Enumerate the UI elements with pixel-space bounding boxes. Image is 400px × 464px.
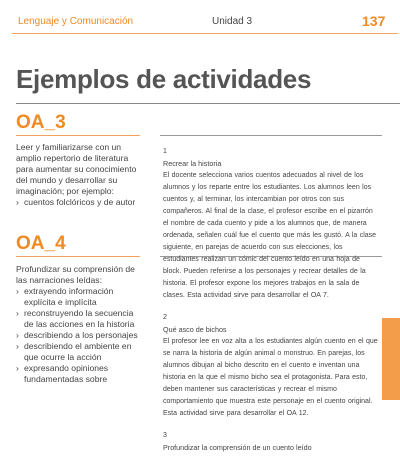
activity-body: El docente selecciona varios cuentos adecuados al nivel de los alumnos y los reparte entre los estudiantes. Los alumnos leen los cuentos y, al terminar, los intercambian por otros con sus compañeros. Al final de la clase, el profesor escribe en el pizarrón el nombre de cada cuento y pide a los alumnos que, de manera ordenada, señalen cuál fue el cuento que más les gustó. A la clase siguiente, en parejas de acuerdo con sus elecciones, los estudiantes realizan un cómic del cuento leído en una hoja de block. Pueden referirse a los personajes y recrear detalles de la historia. El profesor expone los mejores trabajos en la sala de clases. Esta actividad sirve para desarrollar el OA 7. (163, 172, 377, 299)
title-divider (16, 103, 400, 104)
objective-description-oa-3 (16, 142, 144, 208)
page-title: Ejemplos de actividades (16, 64, 312, 94)
objective-list (16, 286, 144, 385)
objective-list-item (16, 341, 144, 363)
activity-title: Profundizar la comprensión de un cuento leído (163, 443, 312, 452)
objective-list-item (16, 197, 144, 208)
objective-list (16, 197, 144, 208)
objective-list-item (16, 286, 144, 308)
objective-divider (16, 256, 140, 257)
page-number: 137 (362, 13, 386, 29)
chapter-side-tab (382, 318, 400, 400)
objective-item-text: reconstruyendo la secuencia de las acciones en la historia (24, 308, 135, 329)
header-divider (12, 33, 398, 34)
objective-item-text: describiendo el ambiente en que ocurre la acción (24, 341, 132, 362)
activity-title: Recrear la historia (163, 159, 222, 168)
objective-code-oa-4: OA_4 (16, 233, 66, 254)
activity-number: 1 (163, 148, 167, 155)
activity-body: El profesor lee en voz alta a los estudiantes algún cuento en el que se narra la historia de algún animal o monstruo. En parejas, los alumnos dibujan al bicho descrito en el cuento e inventan una historia en la que el mismo bicho sea el protagonista. Para esto, deben mantener sus características y recrear el mismo comportamiento que muestra este personaje en el cuento original. Esta actividad sirve para desarrollar el OA 12. (163, 338, 378, 417)
objective-code-oa-3: OA_3 (16, 112, 66, 133)
bullet-chevron-icon: › (16, 363, 19, 373)
activity-3 (163, 430, 379, 454)
unit-label: Unidad 3 (212, 16, 253, 27)
objective-intro: Profundizar su comprensión de las narraciones leídas: (16, 264, 135, 285)
bullet-chevron-icon: › (16, 286, 19, 296)
bullet-chevron-icon: › (16, 341, 19, 351)
page-header (0, 0, 400, 32)
activities-top-divider (160, 135, 382, 136)
bullet-chevron-icon: › (16, 330, 19, 340)
activity-1 (163, 146, 379, 302)
activity-title: Qué asco de bichos (163, 325, 227, 334)
activities-column (163, 146, 379, 464)
objective-item-text: cuentos folclóricos y de autor (24, 197, 136, 207)
bullet-chevron-icon: › (16, 308, 19, 318)
objective-item-text: describiendo a los personajes (24, 330, 138, 340)
objective-item-text: extrayendo información explícita e implícita (24, 286, 114, 307)
objective-item-text: expresando opiniones fundamentadas sobre (24, 363, 109, 384)
objective-list-item (16, 363, 144, 385)
activity-2 (163, 312, 379, 420)
objective-list-item (16, 330, 144, 341)
objective-list-item (16, 308, 144, 330)
objective-intro: Leer y familiarizarse con un amplio repertorio de literatura para aumentar su conocimiento del mundo y desarrollar su imaginación; por ejemplo: (16, 142, 137, 196)
activity-number: 2 (163, 314, 167, 321)
objective-divider (16, 135, 140, 136)
subject-label: Lenguaje y Comunicación (18, 16, 134, 27)
objective-description-oa-4 (16, 264, 144, 385)
activity-number: 3 (163, 432, 167, 439)
bullet-chevron-icon: › (16, 197, 19, 207)
